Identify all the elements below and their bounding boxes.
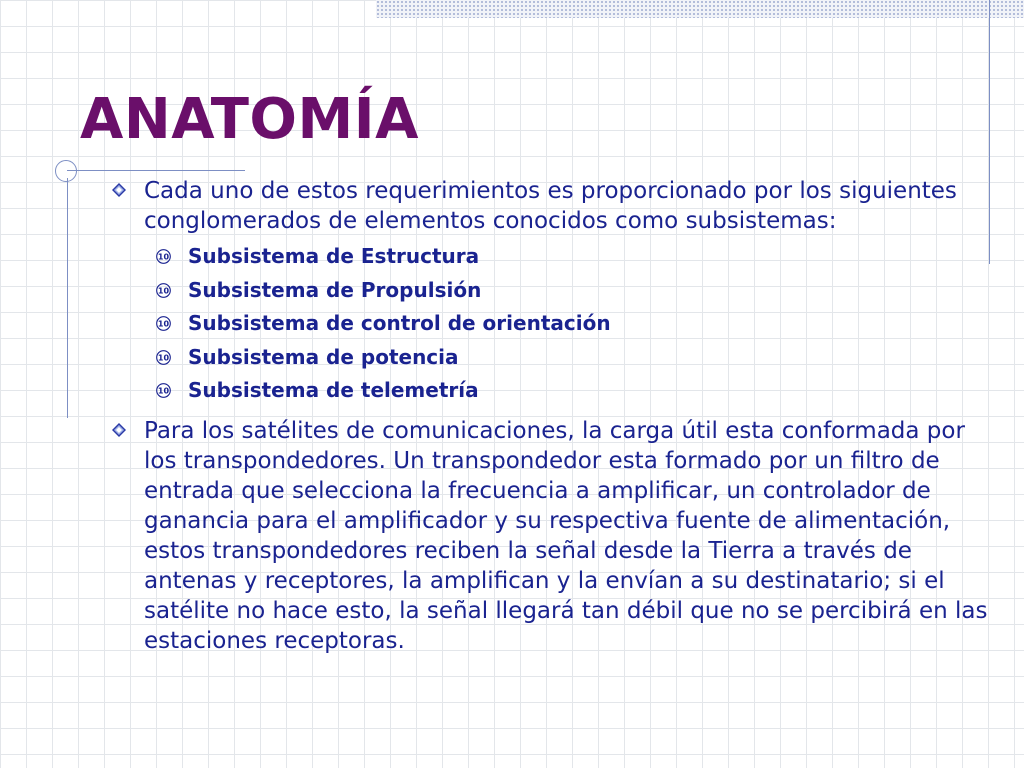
circled-ten-icon (156, 316, 171, 331)
title-underline (67, 170, 245, 171)
circled-ten-icon (156, 350, 171, 365)
svg-text:10: 10 (157, 286, 170, 296)
list-item (156, 240, 990, 274)
subsystem-label: Subsistema de Estructura (188, 244, 480, 268)
subsystem-label: Subsistema de control de orientación (188, 311, 611, 335)
svg-text:10: 10 (157, 353, 170, 363)
list-item (156, 374, 990, 408)
decorative-vertical-line-left (67, 178, 68, 418)
svg-text:10: 10 (157, 319, 170, 329)
list-item (156, 341, 990, 375)
diamond-bullet-icon (112, 423, 126, 437)
circled-ten-icon (156, 249, 171, 264)
slide-title: ANATOMÍA (80, 87, 419, 152)
bullet-transponders (110, 416, 990, 656)
subsystem-list (110, 240, 990, 408)
svg-text:10: 10 (157, 386, 170, 396)
list-item (156, 307, 990, 341)
svg-text:10: 10 (157, 252, 170, 262)
top-pattern-band (376, 0, 1024, 18)
bullet-intro-text: Cada uno de estos requerimientos es proporcionado por los siguientes conglomerados de elementos conocidos como subsistemas: (144, 178, 957, 234)
diamond-bullet-icon (112, 183, 126, 197)
subsystem-label: Subsistema de telemetría (188, 378, 479, 402)
subsystem-label: Subsistema de Propulsión (188, 277, 482, 302)
subsystem-label: Subsistema de potencia (188, 344, 459, 369)
decorative-loop (55, 160, 77, 182)
slide-body (110, 176, 990, 656)
circled-ten-icon (156, 283, 171, 298)
bullet-intro (110, 176, 990, 236)
circled-ten-icon (156, 383, 171, 398)
bullet-transponders-text: Para los satélites de comunicaciones, la carga útil esta conformada por los transpondedores. Un transpondedor esta formado por un filtro de entrada que selecciona la frecuencia a amplificar, un controlador de ganancia para el amplificador y su respectiva fuente de alimentación, estos transpondedores reciben la señal desde la Tierra a través de antenas y receptores, la amplifican y la envían a su destinatario; si el satélite no hace esto, la señal llegará tan débil que no se percibirá en las estaciones receptoras. (144, 417, 988, 654)
list-item (156, 274, 990, 308)
